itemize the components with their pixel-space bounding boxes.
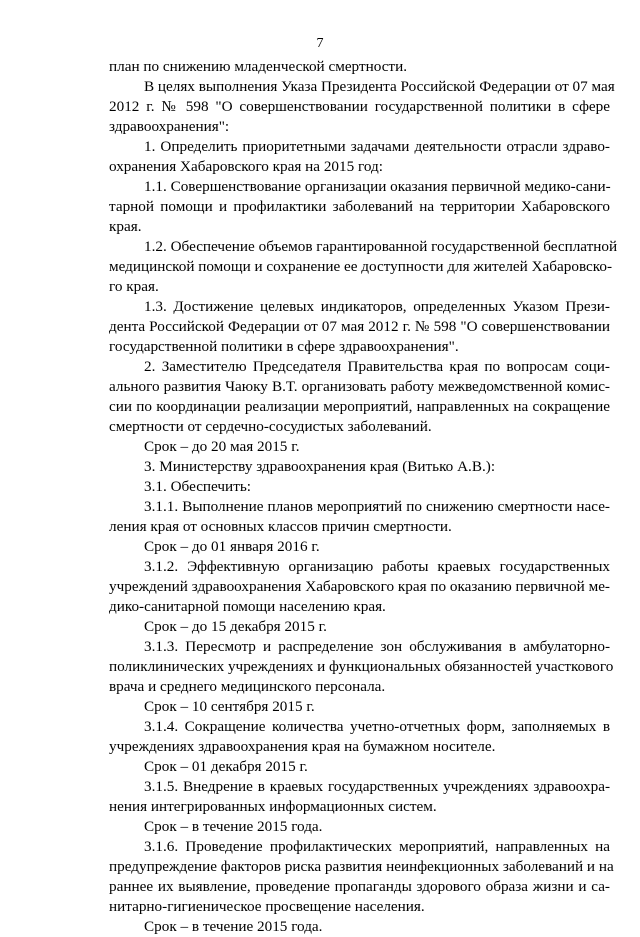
text-line: Срок – 10 сентября 2015 г. [144,698,315,715]
text-line: Срок – в течение 2015 года. [144,918,323,935]
text-line: 3.1. Обеспечить: [144,478,251,495]
text-line: сии по координации реализации мероприятий, направленных на сокращение [109,398,610,415]
text-line: 1. Определить приоритетными задачами деятельности отрасли здраво- [144,138,610,155]
text-line: 1.2. Обеспечение объемов гарантированной государственной бесплатной [144,238,618,255]
text-line: тарной помощи и профилактики заболеваний на территории Хабаровского [109,198,610,215]
text-line: дента Российской Федерации от 07 мая 2012 г. № 598 "О совершенствовании [109,318,610,335]
text-line: Срок – 01 декабря 2015 г. [144,758,308,775]
text-line: 3.1.3. Пересмотр и распределение зон обслуживания в амбулаторно- [144,638,610,655]
text-line: охранения Хабаровского края на 2015 год: [109,158,383,175]
text-line: план по снижению младенческой смертности. [109,58,407,75]
text-line: 1.3. Достижение целевых индикаторов, определенных Указом Прези- [144,298,610,315]
text-line: поликлинических учреждениях и функциональных обязанностей участкового [109,658,614,675]
text-line: раннее их выявление, проведение пропаганды здорового образа жизни и са- [109,878,610,895]
text-line: 1.1. Совершенствование организации оказания первичной медико-сани- [144,178,611,195]
text-line: 2012 г. № 598 "О совершенствовании государственной политики в сфере [109,98,610,115]
text-line: Срок – в течение 2015 года. [144,818,323,835]
text-line: предупреждение факторов риска развития неинфекционных заболеваний и на [109,858,614,875]
text-line: нитарно-гигиеническое просвещение населения. [109,898,425,915]
text-line: учреждений здравоохранения Хабаровского края по оказанию первичной ме- [109,578,610,595]
text-line: 3.1.4. Сокращение количества учетно-отчетных форм, заполняемых в [144,718,610,735]
document-body [109,57,618,937]
text-line: дико-санитарной помощи населению края. [109,598,386,615]
text-line: 3.1.1. Выполнение планов мероприятий по снижению смертности насе- [144,498,610,515]
text-line: 3.1.5. Внедрение в краевых государственных учреждениях здравоохра- [144,778,610,795]
text-line: ального развития Чаюку В.Т. организовать работу межведомственной комис- [109,378,610,395]
text-line: края. [109,218,142,235]
text-line: учреждениях здравоохранения края на бумажном носителе. [109,738,496,755]
text-line: Срок – до 01 января 2016 г. [144,538,320,555]
text-line: государственной политики в сфере здравоохранения". [109,338,459,355]
text-line: ления края от основных классов причин смертности. [109,518,452,535]
text-line: Срок – до 20 мая 2015 г. [144,438,300,455]
text-line: здравоохранения": [109,118,230,135]
text-line: 2. Заместителю Председателя Правительства края по вопросам соци- [144,358,610,375]
text-line: смертности от сердечно-сосудистых заболеваний. [109,418,432,435]
text-line: 3.1.6. Проведение профилактических мероприятий, направленных на [144,838,610,855]
text-line: нения интегрированных информационных систем. [109,798,437,815]
page-number: 7 [316,36,324,51]
text-line: врача и среднего медицинского персонала. [109,678,386,695]
text-line: В целях выполнения Указа Президента Российской Федерации от 07 мая [144,78,615,95]
text-line: 3. Министерству здравоохранения края (Витько А.В.): [144,458,496,475]
text-line: 3.1.2. Эффективную организацию работы краевых государственных [144,558,610,575]
text-line: медицинской помощи и сохранение ее доступности для жителей Хабаровско- [109,258,613,275]
text-line: го края. [109,278,159,295]
text-line: Срок – до 15 декабря 2015 г. [144,618,327,635]
